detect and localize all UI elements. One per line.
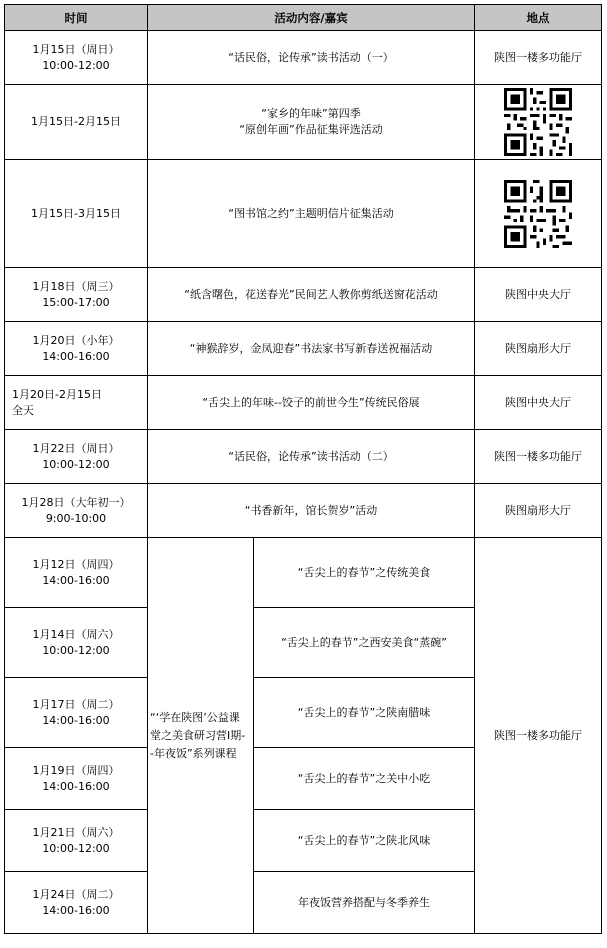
- content-cell: “书香新年，馆长贺岁”活动: [148, 484, 475, 538]
- place-cell: [475, 160, 602, 268]
- time-cell: 1月14日（周六） 10:00-12:00: [5, 608, 148, 678]
- session-topic-cell: “舌尖上的春节”之传统美食: [254, 538, 475, 608]
- table-row: [5, 85, 602, 160]
- time-cell: 1月21日（周六） 10:00-12:00: [5, 810, 148, 872]
- header-place: 地点: [475, 5, 602, 31]
- header-row: [5, 5, 602, 31]
- table-row: [5, 376, 602, 430]
- time-cell: 1月28日（大年初一） 9:00-10:00: [5, 484, 148, 538]
- table-row: [5, 538, 602, 608]
- place-cell: 陕图扇形大厅: [475, 484, 602, 538]
- table-row: [5, 484, 602, 538]
- header-time: 时间: [5, 5, 148, 31]
- content-cell: “话民俗，论传承”读书活动（二）: [148, 430, 475, 484]
- session-topic-cell: “舌尖上的春节”之陕南腊味: [254, 678, 475, 748]
- table-row: [5, 160, 602, 268]
- content-cell: “舌尖上的年味--饺子的前世今生”传统民俗展: [148, 376, 475, 430]
- qr-code-icon[interactable]: [504, 88, 572, 156]
- time-cell: 1月24日（周二） 14:00-16:00: [5, 872, 148, 934]
- place-cell: 陕图中央大厅: [475, 376, 602, 430]
- time-cell: 1月18日（周三） 15:00-17:00: [5, 268, 148, 322]
- time-cell: 1月20日（小年） 14:00-16:00: [5, 322, 148, 376]
- time-cell: 1月15日-2月15日: [5, 85, 148, 160]
- place-cell: 陕图一楼多功能厅: [475, 430, 602, 484]
- session-topic-cell: “舌尖上的春节”之西安美食“蒸碗”: [254, 608, 475, 678]
- session-topic-cell: “舌尖上的春节”之关中小吃: [254, 748, 475, 810]
- place-cell: 陕图一楼多功能厅: [475, 31, 602, 85]
- header-content: 活动内容/嘉宾: [148, 5, 475, 31]
- content-cell: “图书馆之约”主题明信片征集活动: [148, 160, 475, 268]
- table-row: [5, 430, 602, 484]
- place-cell: [475, 85, 602, 160]
- time-cell: 1月17日（周二） 14:00-16:00: [5, 678, 148, 748]
- time-cell: 1月20日-2月15日 全天: [5, 376, 148, 430]
- table-row: [5, 322, 602, 376]
- session-topic-cell: 年夜饭营养搭配与冬季养生: [254, 872, 475, 934]
- events-table: [4, 4, 602, 934]
- qr-code-icon[interactable]: [504, 180, 572, 248]
- place-cell: 陕图扇形大厅: [475, 322, 602, 376]
- time-cell: 1月22日（周日） 10:00-12:00: [5, 430, 148, 484]
- content-cell: “家乡的年味”第四季 “原创年画”作品征集评选活动: [148, 85, 475, 160]
- session-topic-cell: “舌尖上的春节”之陕北风味: [254, 810, 475, 872]
- content-cell: “神猴辞岁，金凤迎春”书法家书写新春送祝福活动: [148, 322, 475, 376]
- time-cell: 1月12日（周四） 14:00-16:00: [5, 538, 148, 608]
- table-row: [5, 31, 602, 85]
- time-cell: 1月15日（周日） 10:00-12:00: [5, 31, 148, 85]
- time-cell: 1月15日-3月15日: [5, 160, 148, 268]
- content-cell: “纸含曙色，花送春光”民间艺人教你剪纸送窗花活动: [148, 268, 475, 322]
- place-cell: 陕图中央大厅: [475, 268, 602, 322]
- table-row: [5, 268, 602, 322]
- course-place-cell: 陕图一楼多功能厅: [475, 538, 602, 934]
- time-cell: 1月19日（周四） 14:00-16:00: [5, 748, 148, 810]
- course-title-cell: “‘学在陕图’公益课堂之美食研习营Ⅰ期--年夜饭”系列课程: [148, 538, 254, 934]
- content-cell: “话民俗，论传承”读书活动（一）: [148, 31, 475, 85]
